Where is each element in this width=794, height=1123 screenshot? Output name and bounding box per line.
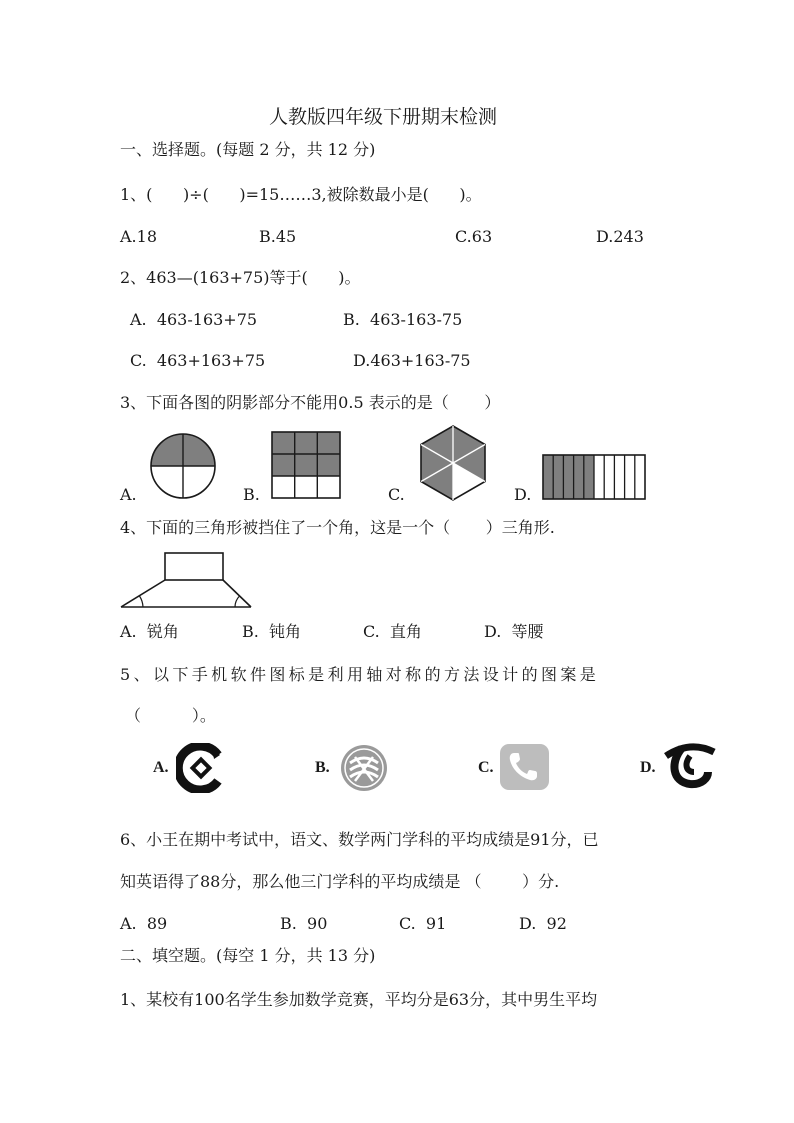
q2-option-a: A. 463-163+75 [130,310,258,329]
telecom-logo-icon [664,742,716,790]
q5-option-a: A. [153,759,169,776]
q6-option-d: D. 92 [519,914,567,933]
mobile-network-logo-icon [339,743,389,793]
circle-quarters-figure [150,433,216,499]
page-title: 人教版四年级下册期末检测 [269,106,498,128]
hexagon-figure [418,425,488,501]
question-1-stem: 1、( )÷( )=15……3,被除数最小是( )。 [120,185,482,204]
q1-option-b: B.45 [259,227,297,246]
q4-option-d: D. 等腰 [484,622,544,641]
bank-logo-icon [176,743,226,793]
q3-option-a: A. [120,485,137,504]
question-5-stem-line1: 5、以下手机软件图标是利用轴对称的方法设计的图案是 [120,665,600,684]
q5-option-b: B. [315,759,330,776]
q5-option-c: C. [478,759,494,776]
q1-option-c: C.63 [455,227,493,246]
section-heading-fill-in: 二、填空题。(每空 1 分，共 13 分) [120,946,376,965]
q3-option-b: B. [243,485,260,504]
fill-question-1-line1: 1、某校有100名学生参加数学竞赛，平均分是63分，其中男生平均 [120,990,598,1009]
question-2-stem: 2、463—(163+75)等于( )。 [120,268,361,287]
q2-option-d: D.463+163-75 [353,351,471,370]
hidden-angle-triangle-figure [119,550,253,610]
section-heading-choice: 一、选择题。(每题 2 分，共 12 分) [120,140,376,159]
q1-option-d: D.243 [596,227,644,246]
q4-option-a: A. 锐角 [120,622,179,641]
q6-option-c: C. 91 [399,914,447,933]
q3-option-d: D. [514,485,532,504]
q3-option-c: C. [388,485,405,504]
question-5-stem-line2: （ ）。 [125,706,216,725]
q4-option-c: C. 直角 [363,622,422,641]
q4-option-b: B. 钝角 [242,622,302,641]
phone-handset-icon [500,744,549,790]
q6-option-b: B. 90 [280,914,328,933]
question-4-stem: 4、下面的三角形被挡住了一个角，这是一个（ ）三角形. [120,518,555,537]
q5-option-d: D. [640,759,656,776]
strip-10-bars-figure [543,455,645,499]
grid-3x3-figure [272,432,340,498]
question-6-stem-line2: 知英语得了88分，那么他三门学科的平均成绩是 （ ）分. [120,872,560,891]
q6-option-a: A. 89 [120,914,168,933]
question-6-stem-line1: 6、小王在期中考试中，语文、数学两门学科的平均成绩是91分，已 [120,830,599,849]
q2-option-b: B. 463-163-75 [343,310,463,329]
question-3-stem: 3、下面各图的阴影部分不能用0.5 表示的是（ ） [120,393,501,412]
q1-option-a: A.18 [120,227,157,246]
q2-option-c: C. 463+163+75 [130,351,266,370]
